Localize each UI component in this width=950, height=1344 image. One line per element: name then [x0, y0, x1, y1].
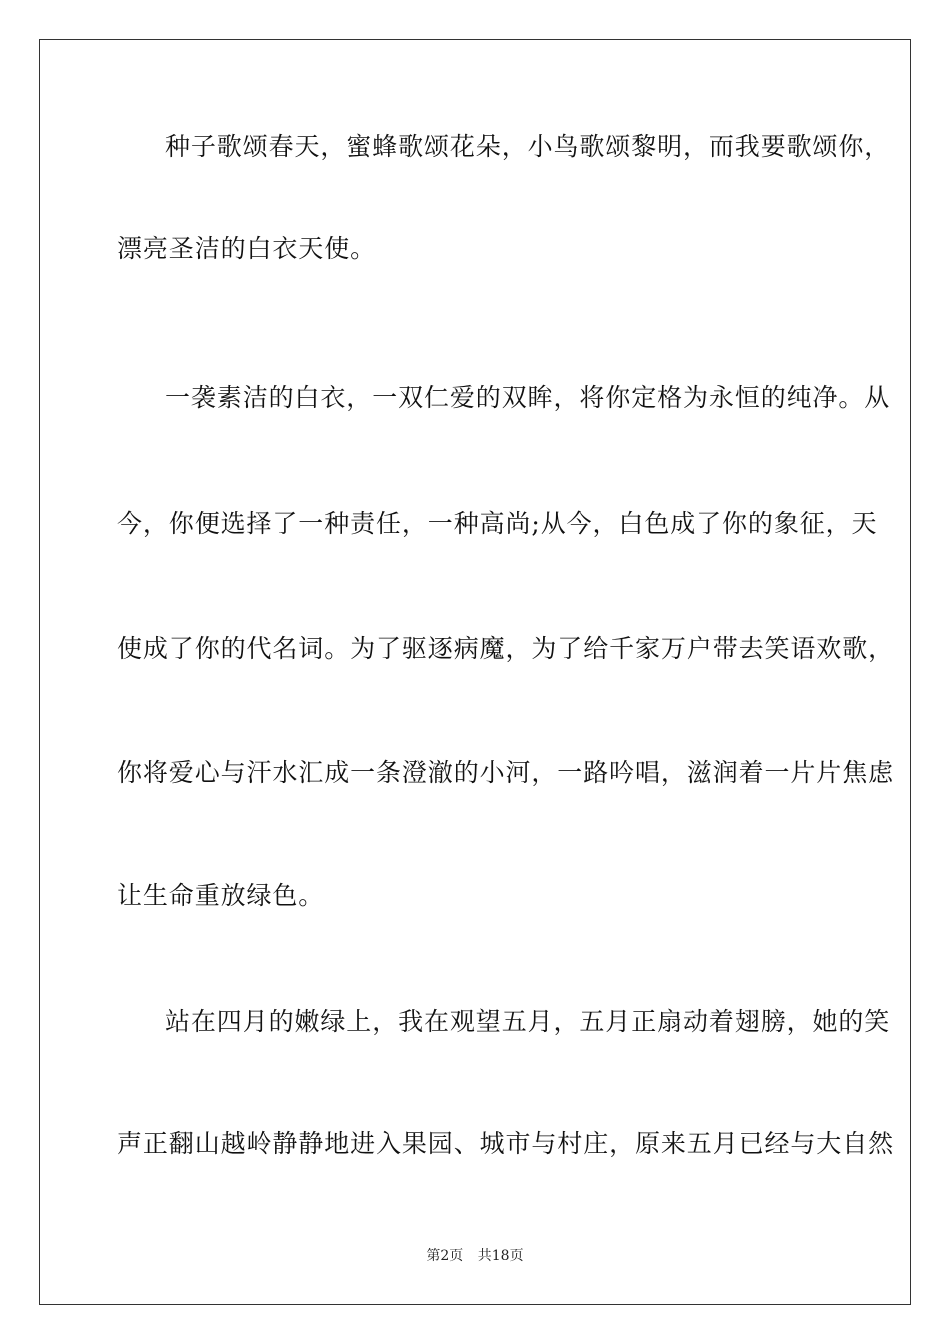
page-border — [39, 39, 911, 1305]
paragraph-3-line-2: 声正翻山越岭静静地进入果园、城市与村庄，原来五月已经与大自然 — [117, 1129, 895, 1158]
paragraph-1-line-2: 漂亮圣洁的白衣天使。 — [117, 234, 377, 263]
paragraph-1-line-1: 种子歌颂春天，蜜蜂歌颂花朵，小鸟歌颂黎明，而我要歌颂你， — [165, 132, 891, 161]
paragraph-3-line-1: 站在四月的嫩绿上，我在观望五月，五月正扇动着翅膀，她的笑 — [165, 1007, 891, 1036]
paragraph-2-line-1: 一袭素洁的白衣，一双仁爱的双眸，将你定格为永恒的纯净。从 — [165, 383, 891, 412]
page-number: 第2页 — [426, 1248, 464, 1264]
total-pages: 共18页 — [477, 1248, 524, 1264]
paragraph-2-line-3: 使成了你的代名词。为了驱逐病魔，为了给千家万户带去笑语欢歌， — [117, 634, 895, 663]
page-footer — [0, 1245, 950, 1265]
paragraph-2-line-2: 今，你便选择了一种责任，一种高尚;从今，白色成了你的象征，天 — [117, 509, 878, 538]
paragraph-2-line-5: 让生命重放绿色。 — [117, 881, 325, 910]
paragraph-2-line-4: 你将爱心与汗水汇成一条澄澈的小河，一路吟唱，滋润着一片片焦虑 — [117, 758, 895, 787]
